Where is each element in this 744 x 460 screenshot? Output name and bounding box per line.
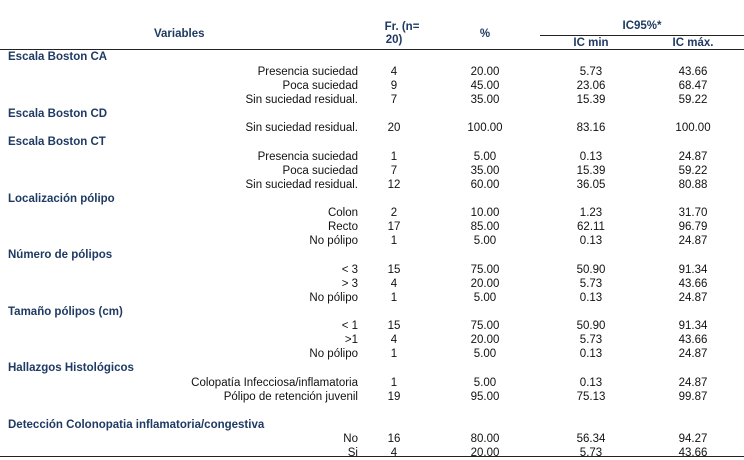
row-frequency: 9 xyxy=(390,79,398,92)
row-ic-max: 31.70 xyxy=(678,207,708,219)
row-ic-min: 36.05 xyxy=(576,178,606,191)
table-row xyxy=(0,220,744,234)
table-row xyxy=(0,291,744,305)
section-title: Hallazgos Histológicos xyxy=(8,362,134,375)
section-title: Tamaño pólipos (cm) xyxy=(8,305,123,318)
row-label: No pólipo xyxy=(309,348,358,360)
header-fr-line2: 20) xyxy=(385,34,403,46)
row-ic-max: 24.87 xyxy=(678,348,708,360)
table-row xyxy=(0,277,744,291)
row-label: < 1 xyxy=(341,320,358,332)
row-label: Sin suciedad residual. xyxy=(245,178,358,191)
section-header-row xyxy=(0,192,744,207)
header-ic-min: IC min xyxy=(573,37,609,49)
row-ic-min: 1.23 xyxy=(579,207,603,219)
row-percent: 5.00 xyxy=(473,150,497,163)
header-fr-line1: Fr. (n= xyxy=(384,21,420,33)
row-percent: 20.00 xyxy=(470,277,500,290)
row-frequency: 1 xyxy=(390,348,398,360)
row-ic-min: 23.06 xyxy=(576,79,606,92)
row-percent: 75.00 xyxy=(470,263,500,276)
row-frequency: 1 xyxy=(390,235,398,247)
section-header-row xyxy=(0,305,744,320)
row-label: >1 xyxy=(344,334,358,346)
row-percent: 20.00 xyxy=(470,334,500,346)
section-header-row xyxy=(0,248,744,263)
row-percent: 100.00 xyxy=(467,122,503,134)
row-ic-min: 0.13 xyxy=(579,235,603,247)
header-pct: % xyxy=(479,28,491,40)
row-ic-min: 5.73 xyxy=(579,334,603,346)
row-percent: 5.00 xyxy=(473,235,497,247)
row-percent: 35.00 xyxy=(470,93,500,106)
row-percent: 20.00 xyxy=(470,447,500,459)
row-ic-min: 0.13 xyxy=(579,348,603,360)
spacer-row xyxy=(0,404,744,418)
row-frequency: 20 xyxy=(387,122,401,134)
header-ic-max: IC máx. xyxy=(672,37,714,49)
row-frequency: 4 xyxy=(390,334,398,346)
row-percent: 20.00 xyxy=(470,65,500,78)
row-frequency: 4 xyxy=(390,277,398,290)
row-ic-max: 99.87 xyxy=(678,390,708,403)
section-header-row xyxy=(0,418,744,433)
row-ic-min: 15.39 xyxy=(576,164,606,177)
row-ic-max: 43.66 xyxy=(678,277,708,290)
data-table xyxy=(0,50,744,460)
row-label: No pólipo xyxy=(309,291,358,304)
table-bottom-rule xyxy=(0,456,744,457)
row-ic-min: 15.39 xyxy=(576,93,606,106)
row-ic-max: 43.66 xyxy=(678,65,708,78)
row-label: Poca suciedad xyxy=(282,164,358,177)
row-label: Sin suciedad residual. xyxy=(245,122,358,134)
row-frequency: 1 xyxy=(390,376,398,389)
row-percent: 80.00 xyxy=(470,433,500,445)
row-frequency: 2 xyxy=(390,207,398,219)
table-row xyxy=(0,121,744,135)
row-percent: 45.00 xyxy=(470,79,500,92)
row-frequency: 12 xyxy=(387,178,401,191)
table-row xyxy=(0,347,744,361)
row-percent: 35.00 xyxy=(470,164,500,177)
row-percent: 5.00 xyxy=(473,291,497,304)
row-label: > 3 xyxy=(341,277,358,290)
row-ic-max: 43.66 xyxy=(678,447,708,459)
row-ic-max: 91.34 xyxy=(678,320,708,332)
row-percent: 60.00 xyxy=(470,178,500,191)
table-row xyxy=(0,263,744,277)
row-ic-min: 0.13 xyxy=(579,291,603,304)
section-header-row xyxy=(0,361,744,376)
row-label: Poca suciedad xyxy=(282,79,358,92)
section-title: Detección Colonopatia inflamatoria/congestiva xyxy=(8,418,265,431)
header-ic95-rule xyxy=(540,35,744,36)
table-row xyxy=(0,150,744,164)
row-frequency: 4 xyxy=(390,65,398,78)
table-row xyxy=(0,319,744,333)
table-row xyxy=(0,432,744,446)
row-ic-min: 5.73 xyxy=(579,447,603,459)
row-frequency: 15 xyxy=(387,263,401,276)
row-frequency: 17 xyxy=(387,221,401,233)
row-percent: 85.00 xyxy=(470,221,500,233)
header-variables: Variables xyxy=(154,28,205,40)
row-ic-max: 24.87 xyxy=(678,150,708,163)
row-ic-max: 91.34 xyxy=(678,263,708,276)
row-frequency: 4 xyxy=(390,447,398,459)
row-label: Colopatía Infecciosa/inflamatoria xyxy=(191,376,358,389)
row-ic-max: 100.00 xyxy=(675,122,711,134)
row-ic-max: 59.22 xyxy=(678,164,708,177)
row-label: Pólipo de retención juvenil xyxy=(223,390,358,403)
row-label: Presencia suciedad xyxy=(257,150,358,163)
row-frequency: 7 xyxy=(390,93,398,106)
table-row xyxy=(0,446,744,460)
row-ic-max: 68.47 xyxy=(678,79,708,92)
table-row xyxy=(0,65,744,79)
row-frequency: 15 xyxy=(387,320,401,332)
section-title: Número de pólipos xyxy=(8,249,113,262)
row-ic-max: 24.87 xyxy=(678,376,708,389)
row-percent: 10.00 xyxy=(470,207,500,219)
row-frequency: 1 xyxy=(390,150,398,163)
row-ic-max: 59.22 xyxy=(678,93,708,106)
table-row xyxy=(0,206,744,220)
table-row xyxy=(0,390,744,404)
table-row xyxy=(0,79,744,93)
row-label: No xyxy=(343,433,358,445)
header-ic95: IC95%* xyxy=(622,20,662,32)
table-row xyxy=(0,376,744,390)
row-label: < 3 xyxy=(341,263,358,276)
table-row xyxy=(0,164,744,178)
row-ic-min: 56.34 xyxy=(576,433,606,445)
row-frequency: 19 xyxy=(387,390,401,403)
section-title: Localización pólipo xyxy=(8,192,115,205)
row-percent: 95.00 xyxy=(470,390,500,403)
row-frequency: 7 xyxy=(390,164,398,177)
row-ic-min: 5.73 xyxy=(579,65,603,78)
section-header-row xyxy=(0,135,744,150)
row-label: Sin suciedad residual. xyxy=(245,93,358,106)
row-ic-min: 50.90 xyxy=(576,263,606,276)
row-ic-min: 50.90 xyxy=(576,320,606,332)
row-label: No pólipo xyxy=(309,235,358,247)
row-label: Si xyxy=(347,447,358,459)
row-ic-max: 80.88 xyxy=(678,178,708,191)
section-title: Escala Boston CA xyxy=(8,51,108,64)
row-ic-max: 24.87 xyxy=(678,235,708,247)
section-title: Escala Boston CT xyxy=(8,136,106,149)
row-percent: 5.00 xyxy=(473,376,497,389)
row-label: Colon xyxy=(327,207,358,219)
table-row xyxy=(0,178,744,192)
row-ic-max: 24.87 xyxy=(678,291,708,304)
section-header-row xyxy=(0,50,744,65)
table-row xyxy=(0,333,744,347)
row-percent: 5.00 xyxy=(473,348,497,360)
row-frequency: 1 xyxy=(390,291,398,304)
row-ic-min: 0.13 xyxy=(579,376,603,389)
row-ic-max: 43.66 xyxy=(678,334,708,346)
row-frequency: 16 xyxy=(387,433,401,445)
row-label: Recto xyxy=(327,221,358,233)
row-ic-max: 94.27 xyxy=(678,433,708,445)
row-ic-max: 96.79 xyxy=(678,221,708,233)
table-row xyxy=(0,234,744,248)
row-ic-min: 0.13 xyxy=(579,150,603,163)
row-ic-min: 5.73 xyxy=(579,277,603,290)
row-ic-min: 75.13 xyxy=(576,390,606,403)
section-header-row xyxy=(0,107,744,122)
section-title: Escala Boston CD xyxy=(8,107,108,120)
row-ic-min: 83.16 xyxy=(576,122,606,134)
row-ic-min: 62.11 xyxy=(577,221,605,233)
row-label: Presencia suciedad xyxy=(257,65,358,78)
row-percent: 75.00 xyxy=(470,320,500,332)
table-row xyxy=(0,93,744,107)
